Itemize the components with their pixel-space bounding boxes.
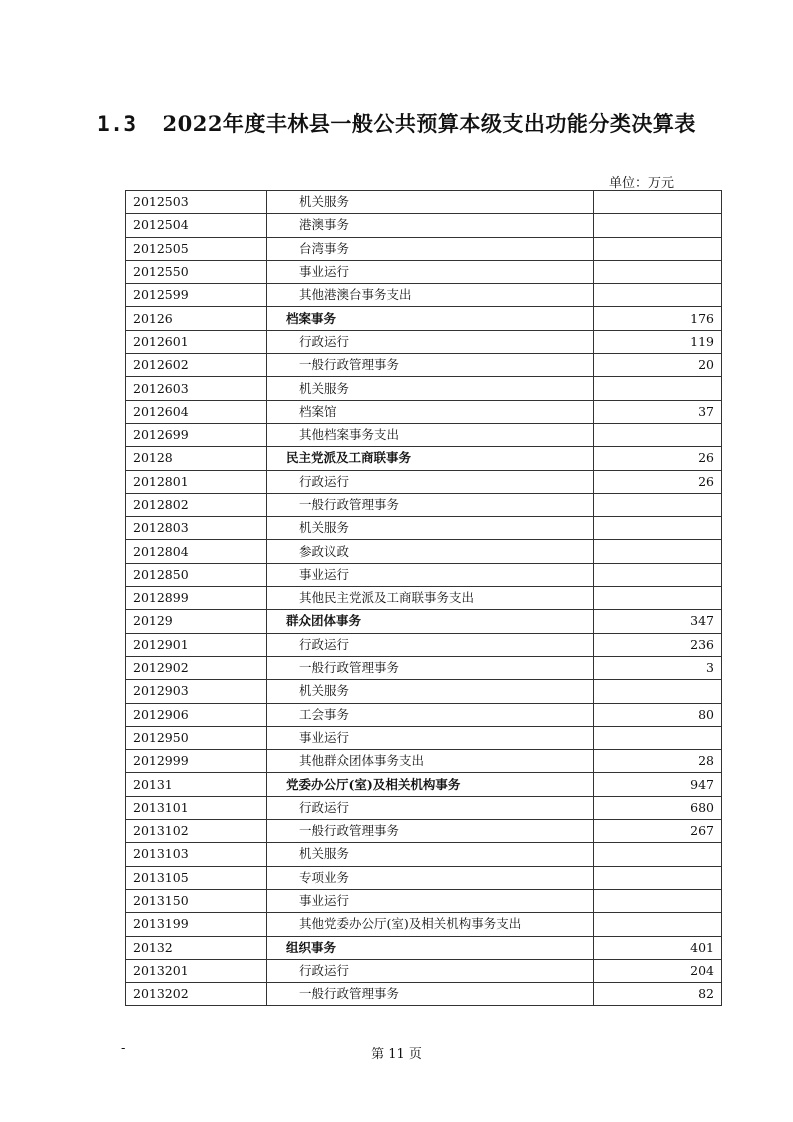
table-row [126, 773, 722, 796]
table-row [126, 237, 722, 260]
row-amount: 401 [594, 936, 722, 959]
row-name: 一般行政管理事务 [267, 354, 594, 377]
row-code: 2012599 [126, 284, 267, 307]
row-amount [594, 493, 722, 516]
title-number: 1.3 [97, 112, 137, 136]
table-row [126, 633, 722, 656]
row-amount [594, 517, 722, 540]
row-code: 2012550 [126, 260, 267, 283]
budget-table-body [126, 191, 722, 1006]
row-code: 2012504 [126, 214, 267, 237]
row-name: 港澳事务 [267, 214, 594, 237]
row-amount: 176 [594, 307, 722, 330]
row-amount: 267 [594, 820, 722, 843]
row-amount [594, 237, 722, 260]
row-name: 机关服务 [267, 843, 594, 866]
row-name: 档案馆 [267, 400, 594, 423]
row-code: 2012603 [126, 377, 267, 400]
row-code: 2012950 [126, 726, 267, 749]
row-name: 其他党委办公厅(室)及相关机构事务支出 [267, 913, 594, 936]
table-row [126, 307, 722, 330]
row-amount: 80 [594, 703, 722, 726]
row-name: 其他群众团体事务支出 [267, 750, 594, 773]
row-code: 20126 [126, 307, 267, 330]
row-code: 20129 [126, 610, 267, 633]
table-row [126, 400, 722, 423]
row-amount: 119 [594, 330, 722, 353]
row-code: 2012804 [126, 540, 267, 563]
row-name: 组织事务 [267, 936, 594, 959]
table-row [126, 820, 722, 843]
row-name: 一般行政管理事务 [267, 983, 594, 1006]
row-name: 其他民主党派及工商联事务支出 [267, 587, 594, 610]
title-text: 2022年度丰林县一般公共预算本级支出功能分类决算表 [162, 111, 696, 136]
page-number: 第 11 页 [371, 1047, 422, 1062]
table-row [126, 610, 722, 633]
table-row [126, 540, 722, 563]
row-code: 2013101 [126, 796, 267, 819]
row-amount [594, 260, 722, 283]
row-code: 20132 [126, 936, 267, 959]
table-row [126, 843, 722, 866]
row-code: 2012505 [126, 237, 267, 260]
table-row [126, 191, 722, 214]
page-title [0, 108, 793, 138]
row-code: 2012902 [126, 656, 267, 679]
table-row [126, 750, 722, 773]
row-name: 群众团体事务 [267, 610, 594, 633]
row-name: 其他港澳台事务支出 [267, 284, 594, 307]
table-row [126, 866, 722, 889]
row-amount [594, 377, 722, 400]
table-row [126, 493, 722, 516]
row-name: 行政运行 [267, 796, 594, 819]
row-name: 一般行政管理事务 [267, 493, 594, 516]
row-code: 2012601 [126, 330, 267, 353]
row-code: 2013199 [126, 913, 267, 936]
row-name: 机关服务 [267, 680, 594, 703]
row-code: 2012906 [126, 703, 267, 726]
table-row [126, 983, 722, 1006]
budget-table [125, 190, 722, 1006]
row-amount [594, 540, 722, 563]
table-row [126, 656, 722, 679]
table-row [126, 889, 722, 912]
row-amount [594, 726, 722, 749]
row-amount: 236 [594, 633, 722, 656]
row-name: 参政议政 [267, 540, 594, 563]
row-name: 事业运行 [267, 260, 594, 283]
table-row [126, 563, 722, 586]
table-row [126, 284, 722, 307]
table-row [126, 447, 722, 470]
row-amount [594, 889, 722, 912]
row-code: 2012503 [126, 191, 267, 214]
row-amount: 37 [594, 400, 722, 423]
row-code: 2013105 [126, 866, 267, 889]
row-code: 2013150 [126, 889, 267, 912]
row-amount: 26 [594, 470, 722, 493]
table-row [126, 936, 722, 959]
row-amount: 680 [594, 796, 722, 819]
table-row [126, 423, 722, 446]
row-name: 一般行政管理事务 [267, 820, 594, 843]
table-row [126, 587, 722, 610]
table-row [126, 330, 722, 353]
row-amount: 204 [594, 959, 722, 982]
row-amount [594, 913, 722, 936]
table-row [126, 959, 722, 982]
row-code: 2012803 [126, 517, 267, 540]
row-code: 20128 [126, 447, 267, 470]
row-code: 2012604 [126, 400, 267, 423]
row-amount: 28 [594, 750, 722, 773]
table-row [126, 214, 722, 237]
row-name: 台湾事务 [267, 237, 594, 260]
row-name: 专项业务 [267, 866, 594, 889]
row-amount: 26 [594, 447, 722, 470]
footer-dash: - [121, 1041, 126, 1056]
table-row [126, 703, 722, 726]
row-code: 2013202 [126, 983, 267, 1006]
row-name: 行政运行 [267, 470, 594, 493]
row-name: 党委办公厅(室)及相关机构事务 [267, 773, 594, 796]
row-code: 2012850 [126, 563, 267, 586]
row-amount: 20 [594, 354, 722, 377]
row-amount [594, 191, 722, 214]
row-code: 2012903 [126, 680, 267, 703]
table-row [126, 680, 722, 703]
table-row [126, 726, 722, 749]
row-code: 2012602 [126, 354, 267, 377]
row-name: 其他档案事务支出 [267, 423, 594, 446]
row-code: 2013102 [126, 820, 267, 843]
row-amount [594, 563, 722, 586]
row-name: 事业运行 [267, 563, 594, 586]
table-row [126, 796, 722, 819]
row-name: 事业运行 [267, 889, 594, 912]
row-code: 20131 [126, 773, 267, 796]
row-name: 行政运行 [267, 959, 594, 982]
table-row [126, 470, 722, 493]
row-amount [594, 587, 722, 610]
row-name: 工会事务 [267, 703, 594, 726]
table-row [126, 377, 722, 400]
table-row [126, 517, 722, 540]
row-amount [594, 680, 722, 703]
row-code: 2012802 [126, 493, 267, 516]
row-amount: 347 [594, 610, 722, 633]
row-amount: 3 [594, 656, 722, 679]
table-row [126, 260, 722, 283]
row-name: 民主党派及工商联事务 [267, 447, 594, 470]
row-amount [594, 423, 722, 446]
row-name: 一般行政管理事务 [267, 656, 594, 679]
row-code: 2013201 [126, 959, 267, 982]
row-code: 2013103 [126, 843, 267, 866]
row-name: 机关服务 [267, 517, 594, 540]
row-amount [594, 866, 722, 889]
row-name: 事业运行 [267, 726, 594, 749]
row-amount [594, 843, 722, 866]
row-name: 机关服务 [267, 191, 594, 214]
row-code: 2012801 [126, 470, 267, 493]
row-code: 2012899 [126, 587, 267, 610]
row-amount: 947 [594, 773, 722, 796]
row-amount: 82 [594, 983, 722, 1006]
row-name: 行政运行 [267, 633, 594, 656]
row-code: 2012999 [126, 750, 267, 773]
row-code: 2012699 [126, 423, 267, 446]
row-amount [594, 214, 722, 237]
row-name: 档案事务 [267, 307, 594, 330]
table-row [126, 913, 722, 936]
row-name: 行政运行 [267, 330, 594, 353]
table-row [126, 354, 722, 377]
row-amount [594, 284, 722, 307]
row-code: 2012901 [126, 633, 267, 656]
row-name: 机关服务 [267, 377, 594, 400]
unit-label: 单位：万元 [608, 176, 674, 191]
